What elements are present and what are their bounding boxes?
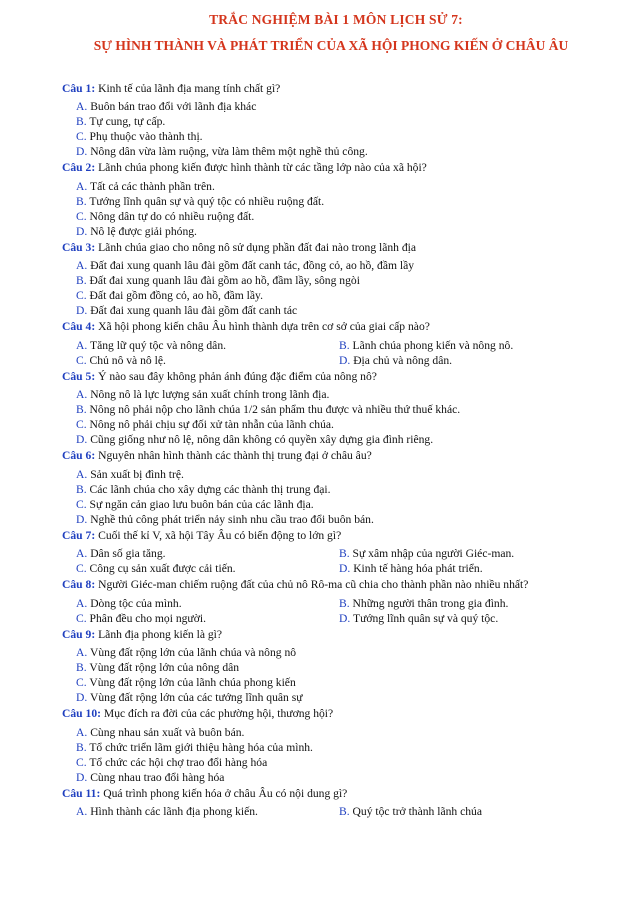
answer-option	[62, 402, 610, 417]
option-letter: A.	[76, 805, 88, 819]
answer-option	[62, 804, 339, 819]
option-text: Đất đai xung quanh lâu đài gồm đất canh tác	[90, 304, 298, 318]
option-text: Phân đều cho mọi người.	[89, 611, 206, 625]
option-letter: A.	[76, 388, 88, 402]
option-text: Đất đai xung quanh lâu đài gồm đất canh tác, đồng cỏ, ao hồ, đầm lầy	[90, 259, 415, 273]
option-letter: B.	[339, 338, 350, 352]
option-text: Tướng lĩnh quân sự và quý tộc.	[352, 611, 499, 625]
option-text: Địa chủ và nông dân.	[353, 353, 453, 367]
option-text: Tăng lữ quý tộc và nông dân.	[89, 338, 227, 352]
question-number: Câu 2:	[62, 161, 96, 175]
answer-option	[62, 467, 610, 482]
option-letter: D.	[76, 433, 88, 447]
answer-options	[62, 338, 610, 368]
option-letter: B.	[339, 547, 350, 561]
answer-option	[62, 99, 610, 114]
answer-option	[62, 353, 339, 368]
option-text: Cũng giống như nô lệ, nông dân không có quyền xây dựng gia đình riêng.	[90, 433, 434, 447]
option-text: Phụ thuộc vào thành thị.	[89, 130, 203, 144]
question-text: Xã hội phong kiến châu Âu hình thành dựa trên cơ sở của giai cấp nào?	[95, 320, 430, 334]
question-block	[62, 529, 610, 576]
question-text: Lãnh địa phong kiến là gì?	[95, 627, 223, 641]
question-stem	[62, 628, 610, 643]
option-text: Chủ nô và nô lệ.	[89, 353, 166, 367]
option-text: Đất đai xung quanh lâu đài gồm ao hồ, đầm lầy, sông ngòi	[89, 274, 360, 288]
answer-options	[62, 258, 610, 318]
answer-option	[62, 144, 610, 159]
question-text: Lãnh chúa giao cho nông nô sử dụng phần đất đai nào trong lãnh địa	[95, 240, 417, 254]
option-letter: D.	[76, 770, 88, 784]
question-stem	[62, 370, 610, 385]
option-row	[62, 561, 610, 576]
question-list	[62, 82, 610, 819]
option-text: Đất đai gồm đồng cỏ, ao hồ, đầm lầy.	[89, 289, 263, 303]
option-text: Nô lệ được giải phóng.	[90, 224, 197, 238]
answer-option	[62, 675, 610, 690]
answer-option	[62, 338, 339, 353]
option-letter: B.	[76, 740, 87, 754]
option-text: Kinh tế hàng hóa phát triển.	[353, 562, 483, 576]
option-letter: A.	[76, 259, 88, 273]
answer-option	[62, 497, 610, 512]
option-letter: D.	[339, 611, 351, 625]
option-text: Sự xâm nhập của người Giéc-man.	[352, 547, 515, 561]
option-letter: C.	[76, 611, 87, 625]
answer-option	[62, 224, 610, 239]
question-number: Câu 4:	[62, 320, 96, 334]
question-block	[62, 320, 610, 367]
option-letter: D.	[76, 224, 88, 238]
answer-options	[62, 179, 610, 239]
question-block	[62, 370, 610, 447]
option-text: Vùng đất rộng lớn của lãnh chúa phong kiến	[89, 676, 296, 690]
option-text: Dân số gia tăng.	[90, 547, 166, 561]
option-text: Nông nô phải nộp cho lãnh chúa 1/2 sản phẩm thu được và nhiều thứ thuế khác.	[89, 403, 461, 417]
answer-options	[62, 645, 610, 705]
answer-option	[62, 755, 610, 770]
answer-option	[62, 194, 610, 209]
option-letter: B.	[76, 274, 87, 288]
option-letter: B.	[76, 482, 87, 496]
question-block	[62, 449, 610, 526]
question-number: Câu 3:	[62, 240, 96, 254]
option-letter: A.	[76, 338, 88, 352]
option-letter: C.	[76, 289, 87, 303]
answer-option	[62, 432, 610, 447]
answer-option	[62, 546, 339, 561]
option-letter: B.	[76, 403, 87, 417]
answer-option	[62, 258, 610, 273]
answer-option	[339, 596, 602, 611]
answer-option	[62, 645, 610, 660]
option-letter: C.	[76, 676, 87, 690]
question-stem	[62, 578, 610, 593]
option-letter: A.	[76, 100, 88, 114]
question-number: Câu 6:	[62, 449, 96, 463]
option-letter: A.	[76, 467, 88, 481]
option-text: Những người thân trong gia đình.	[352, 596, 509, 610]
option-letter: A.	[76, 596, 88, 610]
option-letter: D.	[339, 353, 351, 367]
answer-option	[62, 482, 610, 497]
option-text: Nghề thủ công phát triển nảy sinh nhu cầu trao đổi buôn bán.	[90, 512, 374, 526]
option-text: Nông dân tự do có nhiều ruộng đất.	[89, 209, 255, 223]
option-letter: C.	[76, 209, 87, 223]
question-text: Quá trình phong kiến hóa ở châu Âu có nội dung gì?	[100, 786, 348, 800]
answer-option	[62, 114, 610, 129]
answer-option	[62, 770, 610, 785]
question-number: Câu 9:	[62, 627, 96, 641]
answer-option	[62, 417, 610, 432]
question-stem	[62, 82, 610, 97]
option-letter: C.	[76, 353, 87, 367]
question-block	[62, 628, 610, 705]
answer-options	[62, 725, 610, 785]
answer-option	[62, 611, 339, 626]
answer-option	[62, 288, 610, 303]
option-letter: B.	[76, 115, 87, 129]
answer-option	[62, 660, 610, 675]
document-title: TRẮC NGHIỆM BÀI 1 MÔN LỊCH SỬ 7:	[209, 12, 463, 27]
answer-option	[339, 338, 602, 353]
answer-option	[62, 303, 610, 318]
option-text: Tất cả các thành phần trên.	[89, 179, 215, 193]
option-row	[62, 611, 610, 626]
option-letter: C.	[76, 497, 87, 511]
question-stem	[62, 320, 610, 335]
question-stem	[62, 707, 610, 722]
option-letter: B.	[339, 805, 350, 819]
option-letter: A.	[76, 646, 88, 660]
option-letter: A.	[76, 179, 88, 193]
answer-option	[62, 179, 610, 194]
option-row	[62, 353, 610, 368]
option-letter: D.	[339, 562, 351, 576]
answer-option	[62, 725, 610, 740]
answer-options	[62, 99, 610, 159]
option-letter: D.	[76, 304, 88, 318]
document-subtitle: SỰ HÌNH THÀNH VÀ PHÁT TRIỂN CỦA XÃ HỘI PHONG KIẾN Ở CHÂU ÂU	[93, 38, 569, 53]
option-text: Công cụ sản xuất được cải tiến.	[89, 562, 236, 576]
option-row	[62, 804, 610, 819]
option-text: Tổ chức triển lãm giới thiệu hàng hóa của mình.	[89, 740, 313, 754]
question-block	[62, 241, 610, 318]
option-text: Nông nô là lực lượng sản xuất chính trong lãnh địa.	[90, 388, 330, 402]
question-text: Kinh tế của lãnh địa mang tính chất gì?	[95, 82, 281, 95]
question-block	[62, 161, 610, 238]
option-text: Nông nô phải chịu sự đối xử tàn nhẫn của lãnh chúa.	[89, 418, 334, 432]
answer-option	[62, 690, 610, 705]
option-letter: C.	[76, 130, 87, 144]
answer-option	[62, 512, 610, 527]
option-text: Cùng nhau trao đổi hàng hóa	[90, 770, 225, 784]
option-text: Dòng tộc của mình.	[90, 596, 182, 610]
question-number: Câu 8:	[62, 578, 96, 592]
option-letter: B.	[76, 194, 87, 208]
answer-option	[62, 596, 339, 611]
option-letter: C.	[76, 755, 87, 769]
option-text: Sản xuất bị đình trệ.	[90, 467, 184, 481]
question-number: Câu 10:	[62, 707, 101, 721]
option-letter: A.	[76, 547, 88, 561]
option-letter: B.	[76, 661, 87, 675]
question-text: Lãnh chúa phong kiến được hình thành từ các tầng lớp nào của xã hội?	[95, 161, 427, 175]
option-row	[62, 546, 610, 561]
option-row	[62, 596, 610, 611]
option-text: Vùng đất rộng lớn của nông dân	[89, 661, 240, 675]
option-text: Tổ chức các hội chợ trao đổi hàng hóa	[89, 755, 268, 769]
answer-option	[339, 611, 602, 626]
question-stem	[62, 241, 610, 256]
answer-option	[339, 546, 602, 561]
answer-options	[62, 387, 610, 447]
question-number: Câu 11:	[62, 786, 101, 800]
question-block	[62, 787, 610, 819]
option-text: Tướng lĩnh quân sự và quý tộc có nhiều ruộng đất.	[89, 194, 325, 208]
option-text: Tự cung, tự cấp.	[89, 115, 166, 129]
answer-options	[62, 546, 610, 576]
answer-options	[62, 467, 610, 527]
question-text: Người Giéc-man chiếm ruộng đất của chủ nô Rô-ma cũ chia cho thành phần nào nhiều nhất?	[95, 578, 529, 592]
option-text: Sự ngăn cản giao lưu buôn bán của các lãnh địa.	[89, 497, 314, 511]
question-stem	[62, 529, 610, 544]
question-number: Câu 5:	[62, 369, 96, 383]
option-text: Vùng đất rộng lớn của các tướng lĩnh quân sự	[89, 691, 303, 705]
answer-options	[62, 596, 610, 626]
answer-option	[62, 209, 610, 224]
question-text: Nguyên nhân hình thành các thành thị trung đại ở châu âu?	[95, 449, 372, 463]
option-text: Hình thành các lãnh địa phong kiến.	[90, 805, 258, 819]
question-stem	[62, 161, 610, 176]
option-text: Vùng đất rộng lớn của lãnh chúa và nông nô	[89, 646, 297, 660]
option-text: Cùng nhau sản xuất và buôn bán.	[90, 725, 245, 739]
option-letter: D.	[76, 512, 88, 526]
option-letter: A.	[76, 725, 88, 739]
question-stem	[62, 449, 610, 464]
option-text: Buôn bán trao đổi với lãnh địa khác	[90, 100, 257, 114]
question-stem	[62, 787, 610, 802]
question-block	[62, 82, 610, 159]
option-letter: D.	[76, 691, 88, 705]
answer-option	[339, 804, 602, 819]
answer-option	[339, 353, 602, 368]
option-letter: C.	[76, 418, 87, 432]
answer-option	[62, 129, 610, 144]
question-number: Câu 1:	[62, 82, 96, 95]
answer-option	[62, 561, 339, 576]
option-text: Quý tộc trở thành lãnh chúa	[352, 805, 482, 819]
option-letter: B.	[339, 596, 350, 610]
option-text: Lãnh chúa phong kiến và nông nô.	[352, 338, 514, 352]
answer-option	[62, 740, 610, 755]
question-block	[62, 707, 610, 784]
answer-options	[62, 804, 610, 819]
option-text: Nông dân vừa làm ruộng, vừa làm thêm một nghề thủ công.	[90, 145, 368, 159]
question-text: Ý nào sau đây không phản ánh đúng đặc điểm của nông nô?	[95, 369, 377, 383]
option-letter: C.	[76, 562, 87, 576]
option-row	[62, 338, 610, 353]
question-number: Câu 7:	[62, 528, 96, 542]
question-text: Cuối thế kỉ V, xã hội Tây Âu có biến động to lớn gì?	[95, 528, 342, 542]
question-text: Mục đích ra đời của các phường hội, thương hội?	[100, 707, 334, 721]
question-block	[62, 578, 610, 625]
answer-option	[62, 387, 610, 402]
answer-option	[62, 273, 610, 288]
answer-option	[339, 561, 602, 576]
option-text: Các lãnh chúa cho xây dựng các thành thị trung đại.	[89, 482, 331, 496]
option-letter: D.	[76, 145, 88, 159]
